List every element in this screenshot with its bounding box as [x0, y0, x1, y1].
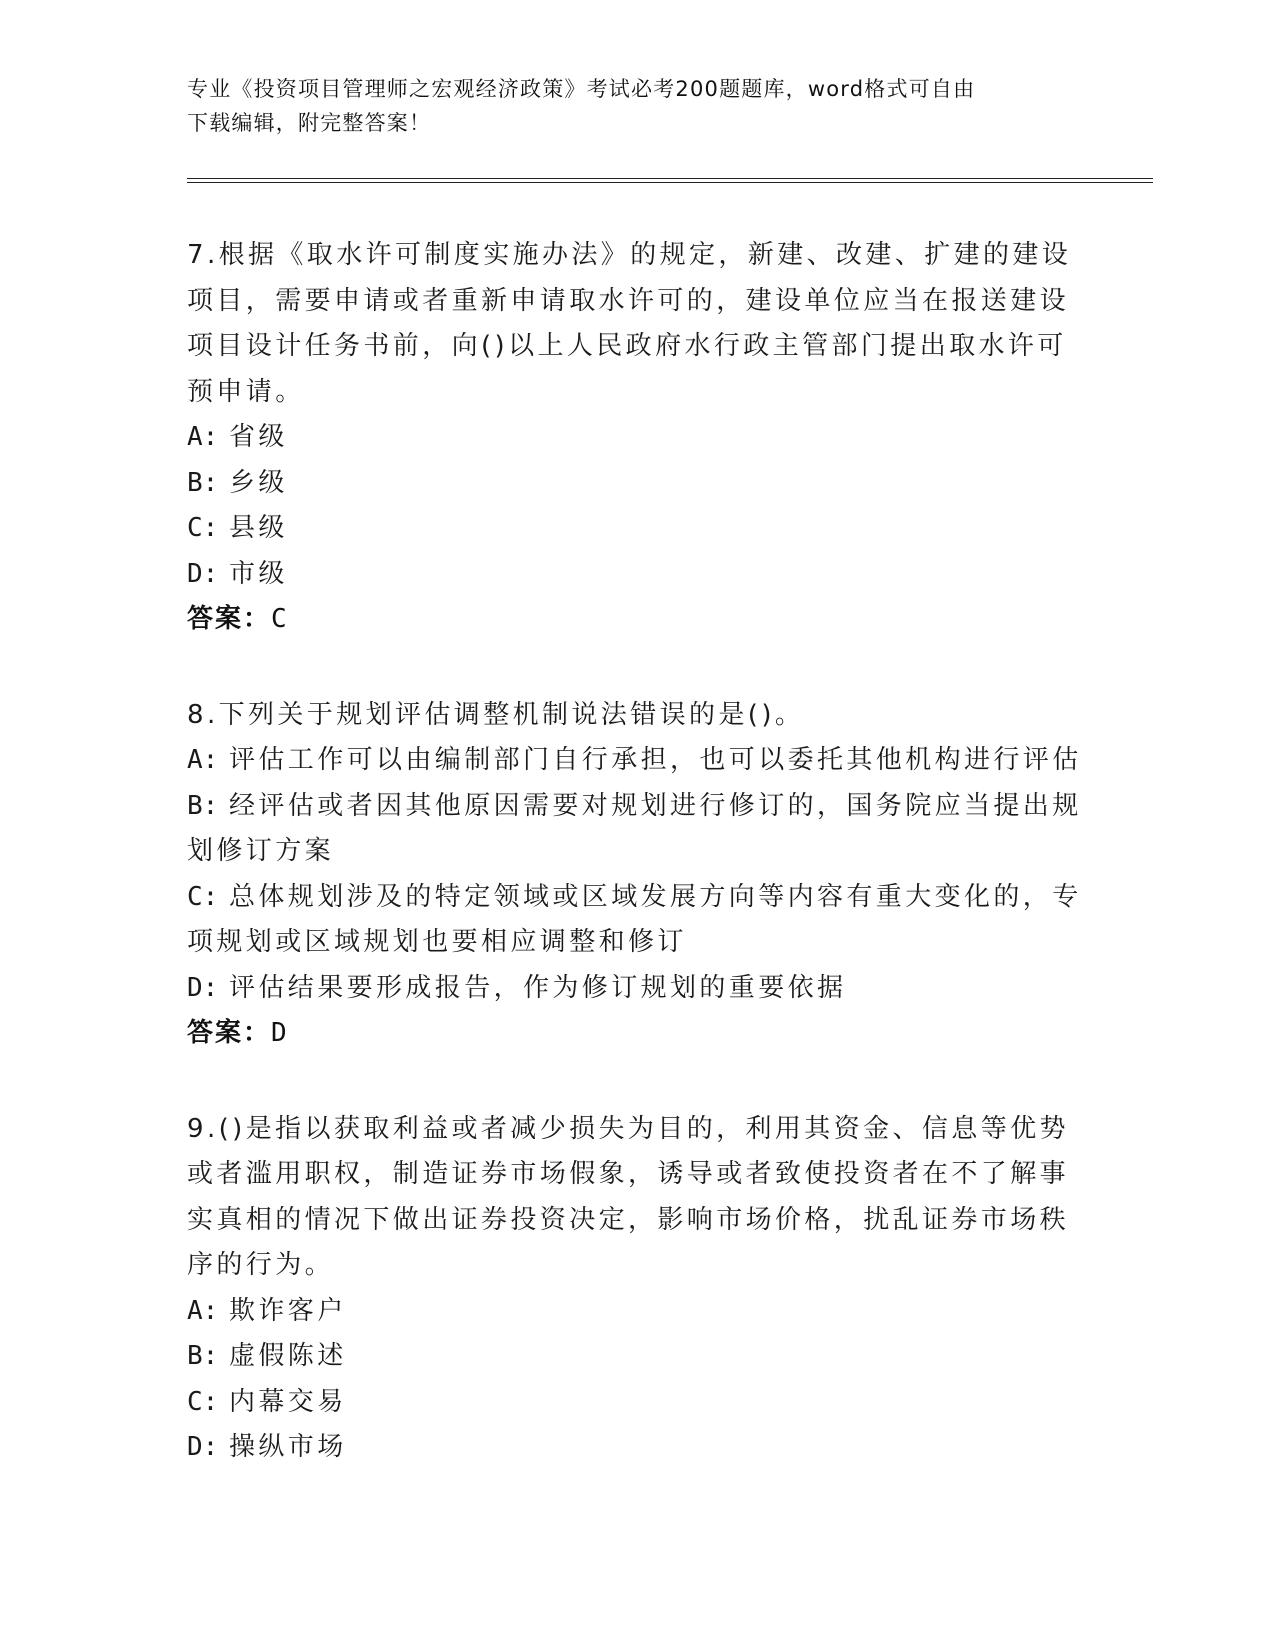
header-divider [187, 178, 1153, 183]
option-text: 总体规划涉及的特定领域或区域发展方向等内容有重大变化的，专项规划或区域规划也要相应调整和修订 [187, 881, 1082, 957]
answer-label: 答案： [187, 1018, 272, 1048]
option-d [187, 1425, 1087, 1471]
answer-line [187, 597, 1087, 643]
option-letter: B: [187, 1341, 219, 1371]
option-letter: C: [187, 513, 219, 543]
option-text: 评估工作可以由编制部门自行承担，也可以委托其他机构进行评估 [229, 745, 1082, 775]
option-c [187, 875, 1087, 966]
option-a [187, 738, 1087, 784]
answer-line [187, 1011, 1087, 1057]
answer-value: D [271, 1018, 289, 1048]
option-text: 内幕交易 [229, 1386, 347, 1417]
option-text: 经评估或者因其他原因需要对规划进行修订的，国务院应当提出规划修订方案 [187, 790, 1082, 866]
option-text: 虚假陈述 [229, 1341, 347, 1371]
option-text: 操纵市场 [229, 1432, 347, 1462]
question-8 [187, 693, 1087, 1057]
option-a [187, 1289, 1087, 1335]
header-title-line-1: 专业《投资项目管理师之宏观经济政策》考试必考200题题库，word格式可自由 [187, 77, 976, 101]
option-letter: D: [187, 972, 219, 1003]
question-list [187, 233, 1087, 1521]
question-stem: 9.()是指以获取利益或者减少损失为目的，利用其资金、信息等优势或者滥用职权，制造证券市场假象，诱导或者致使投资者在不了解事实真相的情况下做出证券投资决定，影响市场价格，扰乱证券市场秩序的行为。 [187, 1113, 1070, 1280]
option-b [187, 784, 1087, 875]
option-letter: B: [187, 467, 219, 498]
option-text: 评估结果要形成报告，作为修订规划的重要依据 [229, 972, 847, 1003]
answer-label: 答案： [187, 604, 272, 634]
option-c [187, 1380, 1087, 1426]
header-title-line-2: 下载编辑，附完整答案！ [187, 111, 432, 135]
option-text: 省级 [229, 422, 288, 452]
option-text: 乡级 [229, 467, 288, 498]
answer-value: C [271, 604, 289, 634]
option-a [187, 415, 1087, 461]
option-c [187, 506, 1087, 552]
question-stem: 7.根据《取水许可制度实施办法》的规定，新建、改建、扩建的建设项目，需要申请或者重新申请取水许可的，建设单位应当在报送建设项目设计任务书前，向()以上人民政府水行政主管部门提出取水许可预申请。 [187, 240, 1072, 407]
option-b [187, 461, 1087, 507]
question-9 [187, 1107, 1087, 1471]
option-d [187, 552, 1087, 598]
option-d [187, 966, 1087, 1012]
question-stem: 8.下列关于规划评估调整机制说法错误的是()。 [187, 699, 805, 730]
option-letter: A: [187, 745, 219, 775]
question-7 [187, 233, 1087, 643]
option-letter: C: [187, 881, 219, 912]
option-letter: A: [187, 1295, 219, 1326]
option-text: 县级 [229, 513, 288, 543]
option-text: 欺诈客户 [229, 1295, 347, 1326]
option-letter: B: [187, 790, 219, 821]
option-letter: D: [187, 558, 219, 589]
option-letter: C: [187, 1386, 219, 1417]
option-text: 市级 [229, 558, 288, 589]
option-letter: A: [187, 422, 219, 452]
option-b [187, 1334, 1087, 1380]
document-header [187, 72, 1087, 140]
option-letter: D: [187, 1432, 219, 1462]
